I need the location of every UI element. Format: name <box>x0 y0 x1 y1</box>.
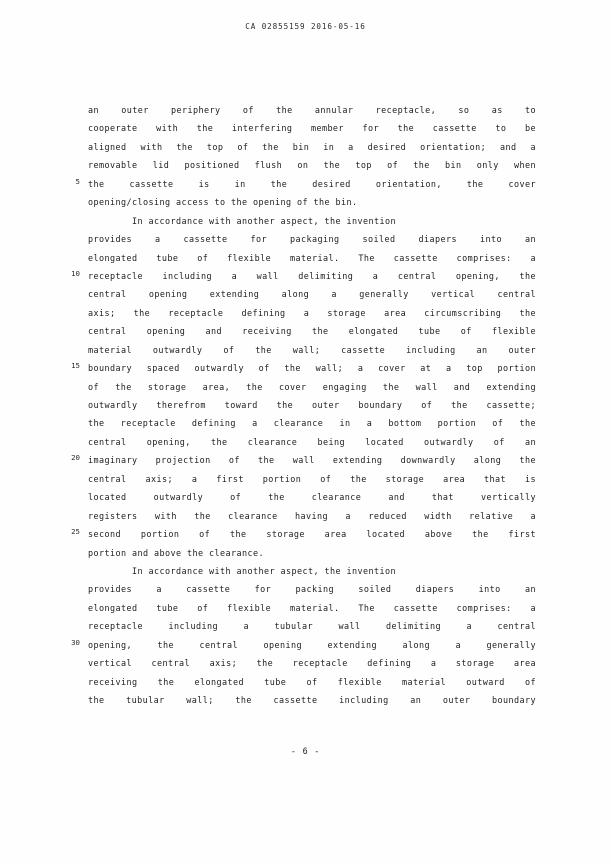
text-line <box>88 433 536 451</box>
line-text: of the storage area, the cover engaging the wall and extending <box>88 381 536 392</box>
line-text: receptacle including a tubular wall delimiting a central <box>88 621 536 632</box>
text-line <box>88 193 536 211</box>
text-line <box>88 562 536 580</box>
text-line <box>88 138 536 156</box>
text-line <box>88 654 536 672</box>
line-text: central axis; a first portion of the storage area that is <box>88 473 536 484</box>
line-number: 10 <box>71 268 80 278</box>
line-text: central opening extending along a generally vertical central <box>88 289 536 300</box>
text-line <box>71 359 536 377</box>
line-text: axis; the receptacle defining a storage area circumscribing the <box>88 307 536 318</box>
text-line <box>88 488 536 506</box>
text-line <box>71 636 536 654</box>
line-text: aligned with the top of the bin in a desired orientation; and a <box>88 141 536 152</box>
text-line <box>88 396 536 414</box>
line-number: 5 <box>75 176 80 186</box>
document-body <box>71 101 536 709</box>
line-number: 20 <box>71 453 80 463</box>
line-text: the receptacle defining a clearance in a bottom portion of the <box>88 418 536 429</box>
line-text: vertical central axis; the receptacle defining a storage area <box>88 658 536 669</box>
line-text: boundary spaced outwardly of the wall; a cover at a top portion <box>88 363 536 374</box>
line-text: registers with the clearance having a reduced width relative a <box>88 510 536 521</box>
text-line <box>88 285 536 303</box>
text-line <box>88 341 536 359</box>
line-text: imaginary projection of the wall extending downwardly along the <box>88 455 536 466</box>
text-line <box>88 119 536 137</box>
text-line <box>88 230 536 248</box>
line-text: provides a cassette for packaging soiled diapers into an <box>88 234 536 245</box>
text-line <box>71 451 536 469</box>
line-number: 30 <box>71 637 80 647</box>
text-line <box>88 101 536 119</box>
text-line <box>88 599 536 617</box>
line-text: central opening, the clearance being located outwardly of an <box>88 436 536 447</box>
text-line <box>88 212 536 230</box>
text-line <box>88 544 536 562</box>
line-text: the cassette is in the desired orientation, the cover <box>88 178 536 189</box>
line-text: cooperate with the interfering member for the cassette to be <box>88 123 536 134</box>
line-number: 15 <box>71 361 80 371</box>
line-text: second portion of the storage area located above the first <box>88 529 536 540</box>
line-text: located outwardly of the clearance and that vertically <box>88 492 536 503</box>
text-line <box>88 414 536 432</box>
line-text: In accordance with another aspect, the invention <box>88 565 396 576</box>
text-line <box>88 378 536 396</box>
line-text: an outer periphery of the annular receptacle, so as to <box>88 105 536 115</box>
text-line <box>75 175 536 193</box>
line-text: elongated tube of flexible material. The cassette comprises: a <box>88 602 536 613</box>
text-line <box>88 617 536 635</box>
text-line <box>88 691 536 709</box>
text-line <box>88 470 536 488</box>
line-text: In accordance with another aspect, the invention <box>88 215 396 226</box>
line-text: provides a cassette for packing soiled diapers into an <box>88 584 536 595</box>
line-text: central opening and receiving the elongated tube of flexible <box>88 326 536 337</box>
text-line <box>88 673 536 691</box>
page-number-footer: - 6 - <box>290 746 321 756</box>
line-text: outwardly therefrom toward the outer boundary of the cassette; <box>88 400 536 410</box>
text-line <box>88 156 536 174</box>
line-text: the tubular wall; the cassette including an outer boundary <box>88 695 536 705</box>
line-text: opening/closing access to the opening of the bin. <box>88 197 358 208</box>
text-line <box>71 525 536 543</box>
line-text: elongated tube of flexible material. The cassette comprises: a <box>88 252 536 263</box>
line-text: opening, the central opening extending along a generally <box>88 639 536 650</box>
line-text: material outwardly of the wall; cassette including an outer <box>88 344 536 355</box>
text-line <box>88 507 536 525</box>
line-text: removable lid positioned flush on the top of the bin only when <box>88 160 536 171</box>
line-text: portion and above the clearance. <box>88 547 264 558</box>
line-text: receptacle including a wall delimiting a central opening, the <box>88 270 536 281</box>
text-line <box>88 304 536 322</box>
text-line <box>88 322 536 340</box>
text-line <box>88 249 536 267</box>
line-text: receiving the elongated tube of flexible material outward of <box>88 676 536 687</box>
text-line <box>71 267 536 285</box>
document-header: CA 02855159 2016-05-16 <box>245 22 366 31</box>
line-number: 25 <box>71 527 80 537</box>
text-line <box>88 580 536 598</box>
